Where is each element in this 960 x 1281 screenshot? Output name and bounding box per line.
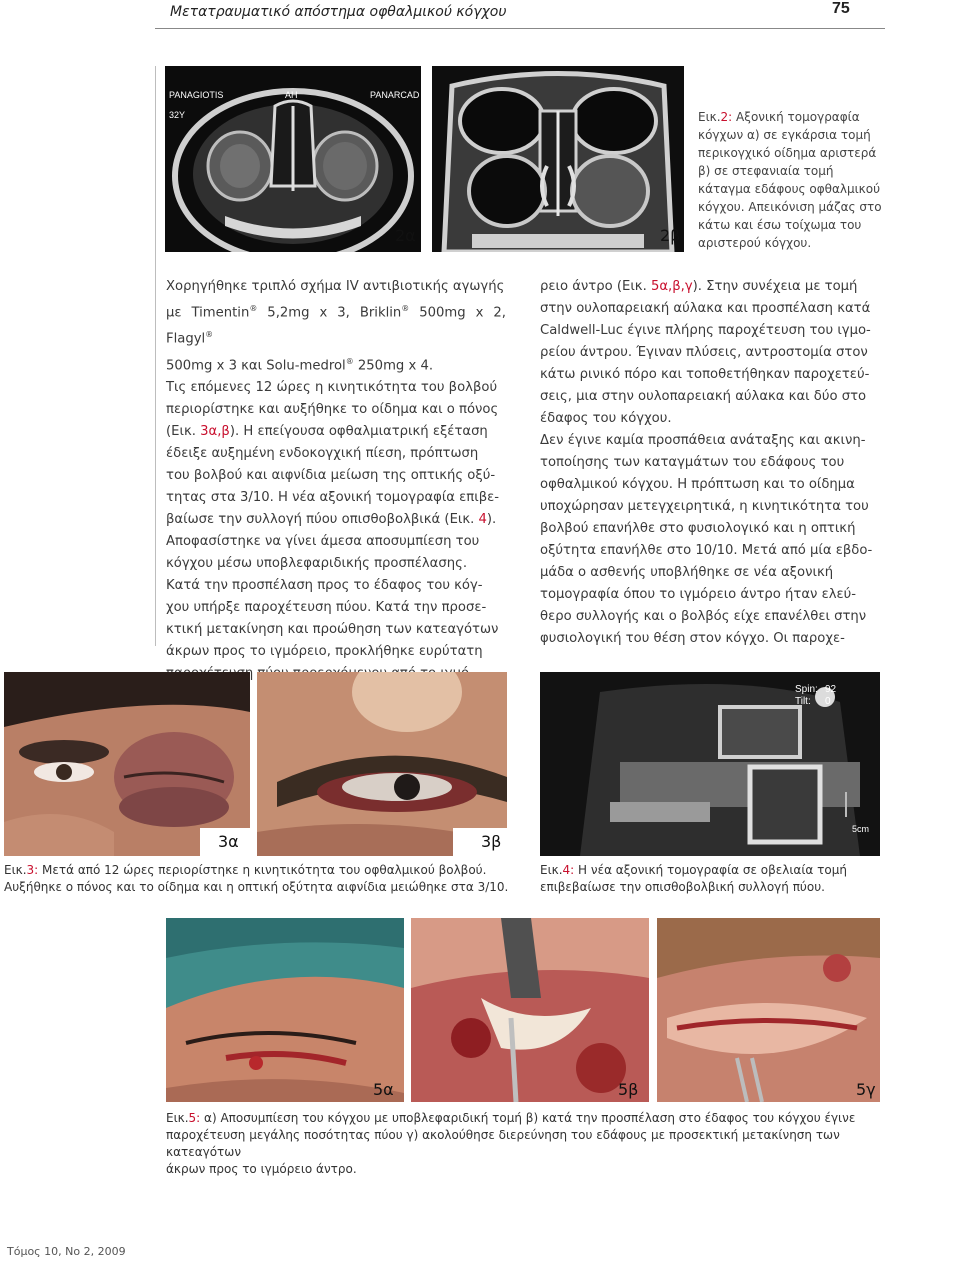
ct-spin-label: Spin: <box>795 684 818 695</box>
caption-text: Αξονική τομογραφία κόγχων α) σε εγκάρσια τομή περικογχικό οίδημα αριστερά β) σε στεφανιαία τομή κάταγμα εδάφους οφθαλμικού κόγχου. Απεικόνιση μάζας στο κάτω και έσω τοίχωμα του αριστερού κόγχου. <box>698 110 882 250</box>
figure-5a-label: 5α <box>373 1080 394 1099</box>
text-line: ρείου άντρου. Έγιναν πλύσεις, αντροστομία στον <box>540 345 868 360</box>
figure-2-caption <box>698 108 888 252</box>
caption-line: άκρων προς το ιγμόρειο άντρο. <box>166 1162 357 1176</box>
text-line: σεις, μια στην ουλοπαρειακή αύλακα και δύο στο <box>540 389 867 404</box>
text-line: κτική μετακίνηση και προώθηση των κατεαγότων <box>166 622 499 638</box>
text-line: Χορηγήθηκε τριπλό σχήμα IV αντιβιοτικής αγωγής <box>166 279 505 294</box>
eye-closeup-image <box>257 672 507 856</box>
text-line: οφθαλμικού κόγχου. Η πρόπτωση και το οίδημα <box>540 477 855 492</box>
figure-reference: 3α,β <box>200 424 230 440</box>
text-line: (Εικ. 3α,β). Η επείγουσα οφθαλμιατρική εξέταση <box>166 424 488 440</box>
figure-5c-photo <box>657 918 880 1102</box>
ct-scale-label: 5cm <box>852 824 870 834</box>
text-line: κόγχου μέσω υποβλεφαριδικής προσπέλασης. <box>166 556 468 572</box>
text-line: ρειο άντρο (Εικ. 5α,β,γ). Στην συνέχεια με τομή <box>540 279 858 294</box>
figure-reference: 5α,β,γ <box>650 279 693 294</box>
body-right-column <box>540 276 880 650</box>
figure-5c-label: 5γ <box>856 1080 876 1099</box>
body-left-column <box>166 276 506 685</box>
text-line: 500mg x 3 και Solu-medrol® 250mg x 4. <box>166 356 434 374</box>
caption-line: Εικ.3: Μετά από 12 ώρες περιορίστηκε η κινητικότητα του οφθαλμικού βολβού. <box>4 863 487 877</box>
text-line: του βολβού και αιφνίδια μείωση της οπτικής οξύ- <box>166 468 496 484</box>
text-line: Δεν έγινε καμία προσπάθεια ανάταξης και ακινη- <box>540 433 866 448</box>
caption-line: παροχέτευση μεγάλης ποσότητας πύου γ) ακολούθησε διερεύνηση του εδάφους με προσεκτική μετακίνηση των κατεαγότων <box>166 1128 840 1159</box>
ct-patient-age: 32Y <box>169 110 186 120</box>
text-line: βαίωσε την συλλογή πύου οπισθοβολβικά (Εικ. 4). <box>166 512 497 528</box>
figure-3b-photo <box>257 672 507 856</box>
page-header <box>0 0 960 28</box>
caption-line: Αυξήθηκε ο πόνος και το οίδημα και η οπτική οξύτητα αιφνίδια μειώθηκε στα 3/10. <box>4 880 509 894</box>
surgery-orbital-floor-exploration-image <box>657 918 880 1102</box>
text-line: Τις επόμενες 12 ώρες η κινητικότητα του βολβού <box>166 380 498 396</box>
text-line: φυσιολογική του θέση στον κόγχο. Οι παροχε- <box>540 631 845 646</box>
text-line: οξύτητα επανήλθε στο 10/10. Μετά από μία εβδο- <box>540 543 873 558</box>
text-line: έδειξε αυξημένη ενδοκογχική πίεση, πρόπτωση <box>166 446 479 462</box>
ct-institution: PANARCAD <box>370 90 420 100</box>
text-line: Caldwell-Luc έγινε πλήρης παροχέτευση του ιγμο- <box>540 323 871 338</box>
figure-4-sagittal-ct <box>540 672 880 856</box>
text-line: κάτω ρινικό πόρο και τοποθετήθηκαν παροχετεύ- <box>540 367 870 382</box>
journal-issue-footer: Τόμος 10, Νο 2, 2009 <box>7 1245 126 1258</box>
ct-patient-name: PANAGIOTIS <box>169 90 224 100</box>
caption-number: 2: <box>720 110 733 124</box>
running-title: Μετατραυματικό απόστημα οφθαλμικού κόγχου <box>170 4 507 20</box>
surgery-subciliary-incision-image <box>166 918 404 1102</box>
caption-line: επιβεβαίωσε την οπισθοβολβική συλλογή πύου. <box>540 880 825 894</box>
figure-5b-photo <box>411 918 649 1102</box>
figure-2b-coronal-ct <box>432 66 684 252</box>
caption-line: Εικ.4: Η νέα αξονική τομογραφία σε οβελιαία τομή <box>540 863 847 877</box>
surgery-pus-drainage-image <box>411 918 649 1102</box>
patient-eye-swelling-image <box>4 672 250 856</box>
ct-tilt-label: Tilt: <box>795 696 811 707</box>
text-line: θερο συλλογής και ο βολβός είχε επανέλθει στην <box>540 609 867 624</box>
text-line: τομογραφία όπου το ιγμόρειο άντρο ήταν ελεύ- <box>540 587 857 602</box>
text-line: Κατά την προσπέλαση προς το έδαφος του κόγ- <box>166 578 483 594</box>
text-line: χου υπήρξε παροχέτευση πύου. Κατά την προσε- <box>166 600 487 616</box>
figure-2b-label: 2β <box>660 226 681 245</box>
ct-orientation-label: AH <box>285 90 298 100</box>
text-line: στην ουλοπαρειακή αύλακα και προσπέλαση κατά <box>540 301 871 316</box>
text-line: τοποίησης των καταγμάτων του εδάφους του <box>540 455 845 470</box>
figure-5a-photo <box>166 918 404 1102</box>
text-line: υποχώρησαν μετεγχειρητικά, η κινητικότητα του <box>540 499 869 514</box>
figure-4-caption <box>540 862 880 896</box>
ct-coronal-image <box>432 66 684 252</box>
text-line: τητας στα 3/10. Η νέα αξονική τομογραφία επιβε- <box>166 490 500 506</box>
header-divider <box>155 28 885 29</box>
text-line: Αποφασίστηκε να γίνει άμεσα αποσυμπίεση του <box>166 534 480 550</box>
figure-5-caption <box>166 1110 880 1178</box>
text-line: περιορίστηκε και αυξήθηκε το οίδημα και ο πόνος <box>166 402 499 418</box>
text-line: άκρων προς το ιγμόρειο, προκλήθηκε ευρύτατη <box>166 644 483 660</box>
figure-2a-axial-ct <box>165 66 421 252</box>
page-number: 75 <box>832 0 850 17</box>
text-line: με Timentin® 5,2mg x 3, Briklin® 500mg x 2, Flagyl® <box>166 304 506 347</box>
figure-2a-label: 2α <box>395 226 416 245</box>
figure-3a-label: 3α <box>218 832 239 851</box>
figure-3b-label: 3β <box>481 832 502 851</box>
text-line: έδαφος του κόγχου. <box>540 411 672 426</box>
ct-spin-value: 92 <box>825 684 837 695</box>
caption-prefix: Εικ. <box>698 110 721 124</box>
ct-axial-image <box>165 66 421 252</box>
ct-tilt-value: 0 <box>825 696 831 707</box>
figure-3a-photo <box>4 672 250 856</box>
figure-5b-label: 5β <box>618 1080 639 1099</box>
ct-sagittal-image <box>540 672 880 856</box>
text-line: μάδα ο ασθενής υποβλήθηκε σε νέα αξονική <box>540 565 834 580</box>
text-line: βολβού επανήλθε στο φυσιολογικό και η οπτική <box>540 521 856 536</box>
figure-3-caption <box>4 862 514 896</box>
figure-reference: 4 <box>478 512 487 528</box>
caption-line: Εικ.5: α) Αποσυμπίεση του κόγχου με υποβλεφαριδική τομή β) κατά την προσπέλαση στο έδαφος του κόγχου έγινε <box>166 1111 856 1125</box>
column-divider <box>155 66 156 646</box>
